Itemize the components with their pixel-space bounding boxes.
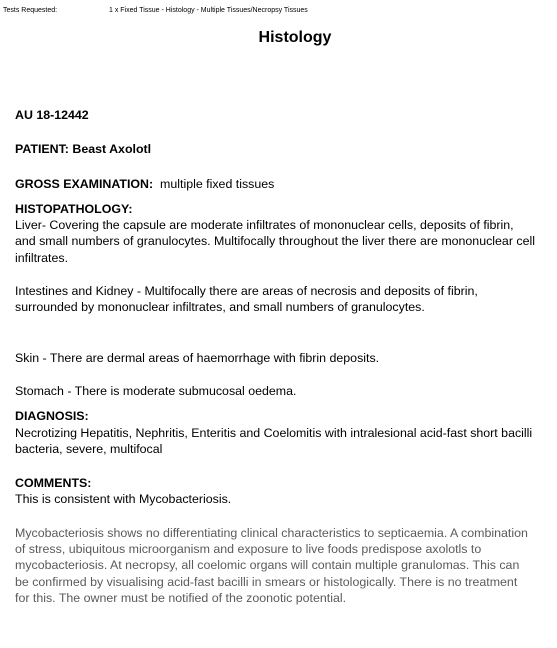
gross-examination-value: multiple fixed tissues <box>160 176 275 191</box>
page-title: Histology <box>258 29 332 46</box>
diagnosis-text: Necrotizing Hepatitis, Nephritis, Enteritis and Coelomitis with intralesional acid-fast short bacilli bacteria, severe, multifocal <box>15 425 533 456</box>
histopathology-intestines-kidney: Intestines and Kidney - Multifocally there are areas of necrosis and deposits of fibrin, surrounded by mononuclear infiltrates, and small numbers of granulocytes. <box>15 284 478 315</box>
report-body <box>15 107 535 606</box>
histopathology-skin: Skin - There are dermal areas of haemorrhage with fibrin deposits. <box>15 350 380 365</box>
patient-line <box>15 141 535 157</box>
case-number: AU 18-12442 <box>15 108 89 122</box>
patient-name: Beast Axolotl <box>72 142 152 157</box>
gross-examination-line <box>15 176 535 192</box>
histopathology-liver: Liver- Covering the capsule are moderate infiltrates of mononuclear cells, deposits of fibrin, and small numbers of granulocytes. Multifocally throughout the liver there are mononuclear cell infiltrates. <box>15 218 535 265</box>
tests-requested-label: Tests Requested: <box>3 7 58 14</box>
diagnosis-heading: DIAGNOSIS: <box>15 409 89 424</box>
histopathology-stomach: Stomach - There is moderate submucosal oedema. <box>15 383 297 398</box>
patient-label: PATIENT: <box>15 142 69 157</box>
comments-heading: COMMENTS: <box>15 476 92 491</box>
tests-requested-value: 1 x Fixed Tissue - Histology - Multiple Tissues/Necropsy Tissues <box>109 7 308 14</box>
histopathology-heading: HISTOPATHOLOGY: <box>15 201 133 216</box>
comments-text: This is consistent with Mycobacteriosis. <box>15 492 232 507</box>
comments-detail: Mycobacteriosis shows no differentiating clinical characteristics to septicaemia. A combination of stress, ubiquitous microorganism and exposure to live foods predispose axolotls to mycobacteriosis. At necropsy, all coelomic organs will contain multiple granulomas. This can be confirmed by visualising acid-fast bacilli in smears or histologically. There is no treatment for this. The owner must be notified of the zoonotic potential. <box>15 525 528 605</box>
gross-examination-label: GROSS EXAMINATION: <box>15 176 154 191</box>
